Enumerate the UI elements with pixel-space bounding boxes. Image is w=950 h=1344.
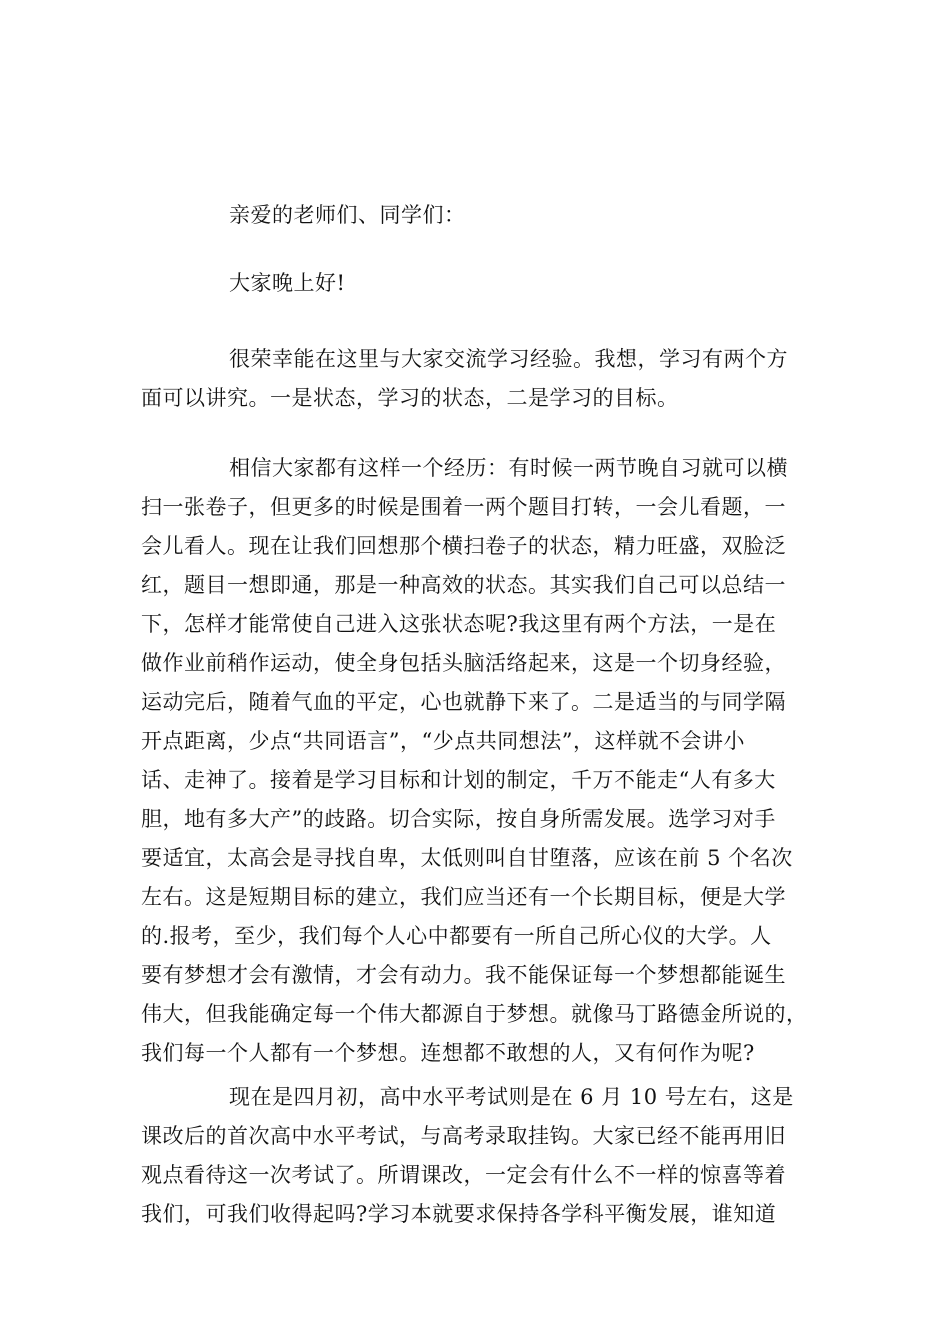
paragraph-line: 伟大，但我能确定每一个伟大都源自于梦想。就像马丁路德金所说的，	[141, 1002, 808, 1026]
paragraph-line: 胆，地有多大产”的歧路。切合实际，按自身所需发展。选学习对手	[141, 807, 776, 831]
paragraph-line: 我们每一个人都有一个梦想。连想都不敢想的人，又有何作为呢?	[141, 1041, 755, 1065]
paragraph-line: 话、走神了。接着是学习目标和计划的制定，千万不能走“人有多大	[141, 768, 776, 792]
paragraph-line: 会儿看人。现在让我们回想那个横扫卷子的状态，精力旺盛，双脸泛	[141, 534, 786, 558]
paragraph-line: 扫一张卷子，但更多的时候是围着一两个题目打转，一会儿看题，一	[141, 495, 786, 519]
paragraph-line: 运动完后，随着气血的平定，心也就静下来了。二是适当的与同学隔	[141, 690, 786, 714]
paragraph-line: 要有梦想才会有激情，才会有动力。我不能保证每一个梦想都能诞生	[141, 963, 786, 987]
paragraph-line: 的.报考，至少，我们每个人心中都要有一所自己所心仪的大学。人	[141, 924, 772, 948]
paragraph-line: 我们，可我们收得起吗?学习本就要求保持各学科平衡发展，谁知道	[141, 1202, 777, 1226]
paragraph-line: 面可以讲究。一是状态，学习的状态，二是学习的目标。	[141, 386, 679, 410]
paragraph-line: 下，怎样才能常使自己进入这张状态呢?我这里有两个方法，一是在	[141, 612, 777, 636]
paragraph-line: 要适宜，太高会是寻找自卑，太低则叫自甘堕落，应该在前 5 个名次	[141, 846, 793, 870]
salutation-text: 大家晚上好!	[229, 271, 346, 295]
paragraph-3	[141, 1078, 821, 1234]
paragraph-line: 相信大家都有这样一个经历：有时候一两节晚自习就可以横	[229, 456, 788, 480]
salutation	[141, 264, 821, 303]
greeting	[141, 196, 821, 235]
paragraph-line: 开点距离，少点“共同语言”，“少点共同想法”，这样就不会讲小	[141, 729, 745, 753]
paragraph-1	[141, 340, 821, 418]
paragraph-line: 红，题目一想即通，那是一种高效的状态。其实我们自己可以总结一	[141, 573, 786, 597]
greeting-text: 亲爱的老师们、同学们：	[229, 203, 466, 227]
paragraph-line: 观点看待这一次考试了。所谓课改，一定会有什么不一样的惊喜等着	[141, 1163, 786, 1187]
paragraph-2	[141, 449, 821, 1073]
paragraph-line: 现在是四月初，高中水平考试则是在 6 月 10 号左右，这是	[229, 1085, 794, 1109]
paragraph-line: 很荣幸能在这里与大家交流学习经验。我想，学习有两个方	[229, 347, 788, 371]
paragraph-line: 左右。这是短期目标的建立，我们应当还有一个长期目标，便是大学	[141, 885, 786, 909]
paragraph-line: 课改后的首次高中水平考试，与高考录取挂钩。大家已经不能再用旧	[141, 1124, 786, 1148]
paragraph-line: 做作业前稍作运动，使全身包括头脑活络起来，这是一个切身经验，	[141, 651, 786, 675]
